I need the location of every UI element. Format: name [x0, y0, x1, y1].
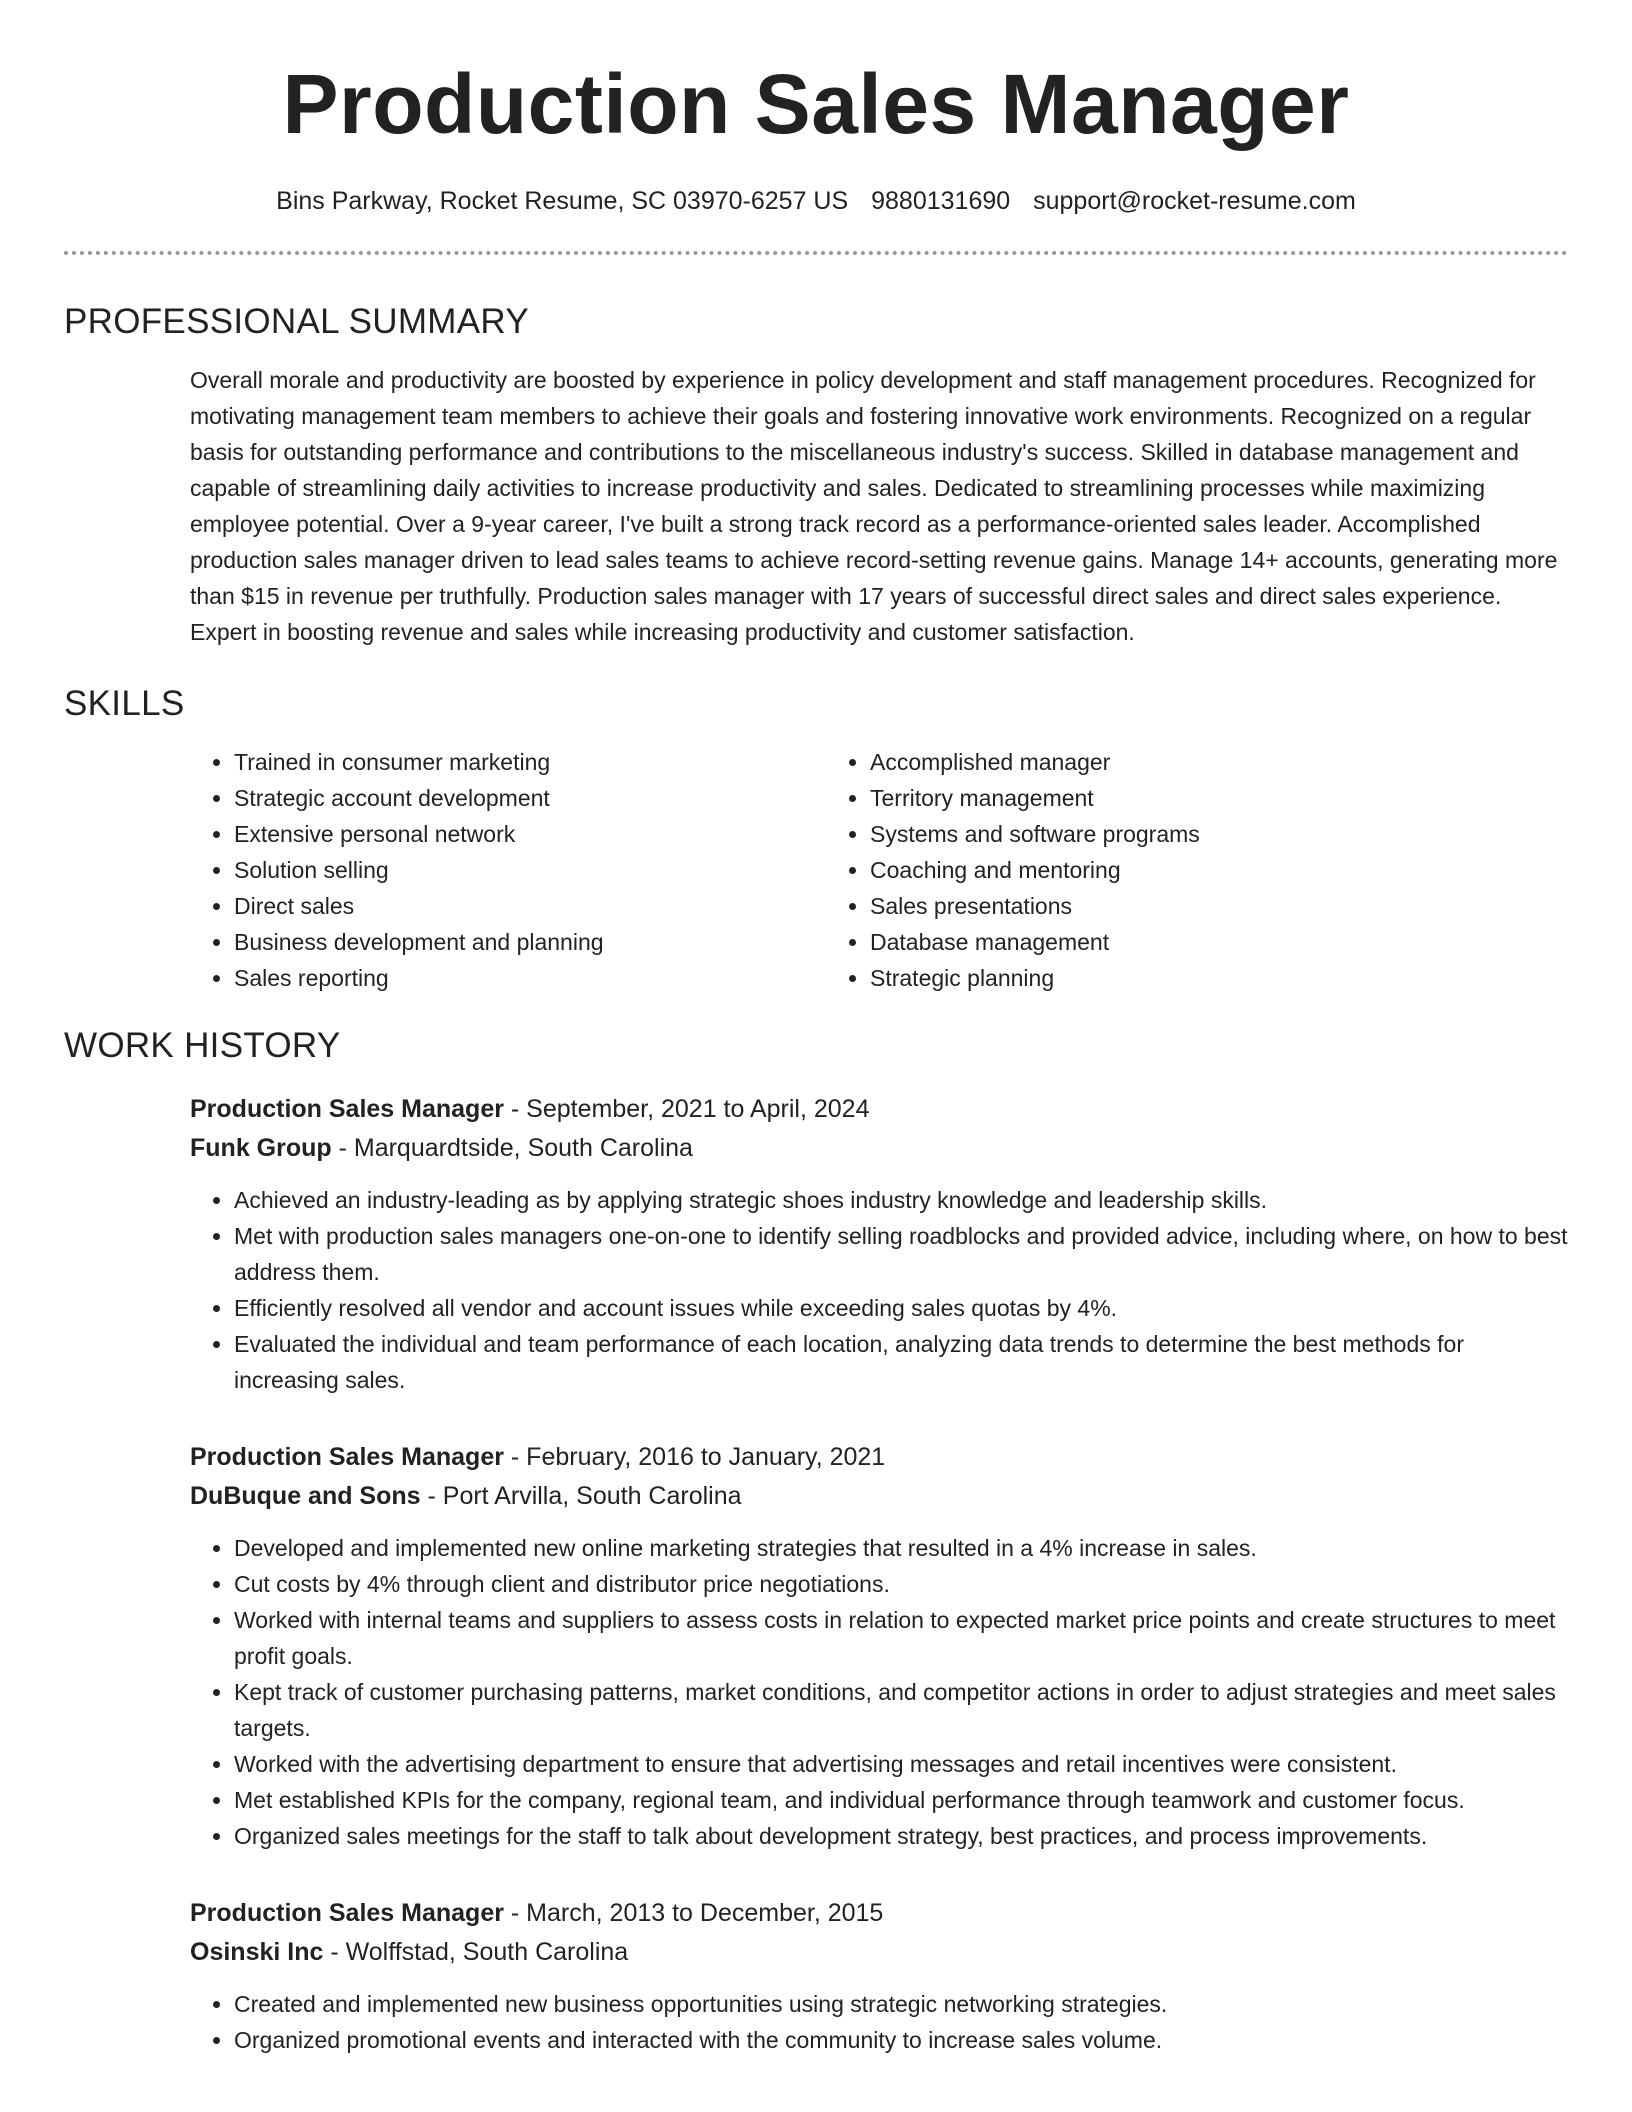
job-role: Production Sales Manager	[190, 1443, 504, 1471]
job-company-line	[190, 1933, 1568, 1972]
job-bullet: • Achieved an industry-leading as by applying strategic shoes industry knowledge and leadership skills.	[234, 1182, 1568, 1218]
skill-item: • Strategic account development	[234, 780, 826, 816]
summary-heading: PROFESSIONAL SUMMARY	[64, 302, 529, 341]
job-bullet: • Met with production sales managers one-on-one to identify selling roadblocks and provided advice, including where, on how to best address them.	[234, 1218, 1568, 1290]
job-location: - Marquardtside, South Carolina	[331, 1134, 693, 1162]
skill-item: • Territory management	[870, 780, 1462, 816]
job-location: - Wolffstad, South Carolina	[323, 1938, 629, 1966]
job-bullet: • Efficiently resolved all vendor and account issues while exceeding sales quotas by 4%.	[234, 1290, 1568, 1326]
contact-email: support@rocket-resume.com	[1033, 187, 1356, 215]
skill-item: • Database management	[870, 924, 1462, 960]
contact-info	[64, 184, 1568, 218]
skills-column-right	[826, 744, 1462, 996]
skill-item: • Accomplished manager	[870, 744, 1462, 780]
job-bullet: • Organized promotional events and interacted with the community to increase sales volume.	[234, 2022, 1568, 2058]
job-entry	[190, 1090, 1568, 1398]
skill-item: • Systems and software programs	[870, 816, 1462, 852]
job-bullets	[190, 1986, 1568, 2058]
resume-name: Production Sales Manager	[282, 57, 1350, 151]
job-company: Osinski Inc	[190, 1938, 324, 1966]
job-dates: - February, 2016 to January, 2021	[503, 1443, 886, 1471]
job-bullet: • Kept track of customer purchasing patterns, market conditions, and competitor actions in order to adjust strategies and meet sales targets.	[234, 1674, 1568, 1746]
job-dates: - September, 2021 to April, 2024	[503, 1095, 870, 1123]
header-divider	[64, 251, 1568, 255]
job-title-line	[190, 1438, 1568, 1477]
job-location: - Port Arvilla, South Carolina	[420, 1482, 742, 1510]
job-bullet: • Created and implemented new business opportunities using strategic networking strategies.	[234, 1986, 1568, 2022]
job-bullet: • Organized sales meetings for the staff to talk about development strategy, best practices, and process improvements.	[234, 1818, 1568, 1854]
skill-item: • Sales presentations	[870, 888, 1462, 924]
skill-item: • Solution selling	[234, 852, 826, 888]
skill-item: • Business development and planning	[234, 924, 826, 960]
job-entry	[190, 1894, 1568, 2058]
skill-item: • Direct sales	[234, 888, 826, 924]
contact-address: Bins Parkway, Rocket Resume, SC 03970-6257 US	[276, 187, 849, 215]
job-company-line	[190, 1129, 1568, 1168]
skill-item: • Coaching and mentoring	[870, 852, 1462, 888]
job-bullet: • Worked with internal teams and suppliers to assess costs in relation to expected market price points and create structures to meet profit goals.	[234, 1602, 1568, 1674]
summary-text: Overall morale and productivity are boosted by experience in policy development and staff management procedures. Recognized for motivating management team members to achieve their goals and fostering innovative work environments. Recognized on a regular basis for outstanding performance and contributions to the miscellaneous industry's success. Skilled in database management and capable of streamlining daily activities to increase productivity and sales. Dedicated to streamlining processes while maximizing employee potential. Over a 9-year career, I've built a strong track record as a performance-oriented sales leader. Accomplished production sales manager driven to lead sales teams to achieve record-setting revenue gains. Manage 14+ accounts, generating more than $15 in revenue per truthfully. Production sales manager with 17 years of successful direct sales and direct sales experience. Expert in boosting revenue and sales while increasing productivity and customer satisfaction.	[190, 367, 1558, 645]
skill-item: • Trained in consumer marketing	[234, 744, 826, 780]
contact-phone: 9880131690	[871, 187, 1011, 215]
job-bullet: • Worked with the advertising department to ensure that advertising messages and retail incentives were consistent.	[234, 1746, 1568, 1782]
job-company-line	[190, 1477, 1568, 1516]
job-title-line	[190, 1894, 1568, 1933]
skill-item: • Sales reporting	[234, 960, 826, 996]
skill-item: • Extensive personal network	[234, 816, 826, 852]
job-company: DuBuque and Sons	[190, 1482, 421, 1510]
job-company: Funk Group	[190, 1134, 332, 1162]
work-history-heading: WORK HISTORY	[64, 1026, 341, 1065]
job-bullet: • Developed and implemented new online marketing strategies that resulted in a 4% increase in sales.	[234, 1530, 1568, 1566]
job-bullet: • Evaluated the individual and team performance of each location, analyzing data trends to determine the best methods for increasing sales.	[234, 1326, 1568, 1398]
job-role: Production Sales Manager	[190, 1899, 504, 1927]
skills-heading: SKILLS	[64, 684, 185, 723]
skills-column-left	[190, 744, 826, 996]
job-bullet: • Met established KPIs for the company, regional team, and individual performance through teamwork and customer focus.	[234, 1782, 1568, 1818]
job-bullets	[190, 1182, 1568, 1398]
job-title-line	[190, 1090, 1568, 1129]
job-bullet: • Cut costs by 4% through client and distributor price negotiations.	[234, 1566, 1568, 1602]
job-dates: - March, 2013 to December, 2015	[503, 1899, 884, 1927]
job-entry	[190, 1438, 1568, 1854]
job-bullets	[190, 1530, 1568, 1854]
skills-grid	[190, 744, 1568, 996]
skill-item: • Strategic planning	[870, 960, 1462, 996]
job-role: Production Sales Manager	[190, 1095, 504, 1123]
